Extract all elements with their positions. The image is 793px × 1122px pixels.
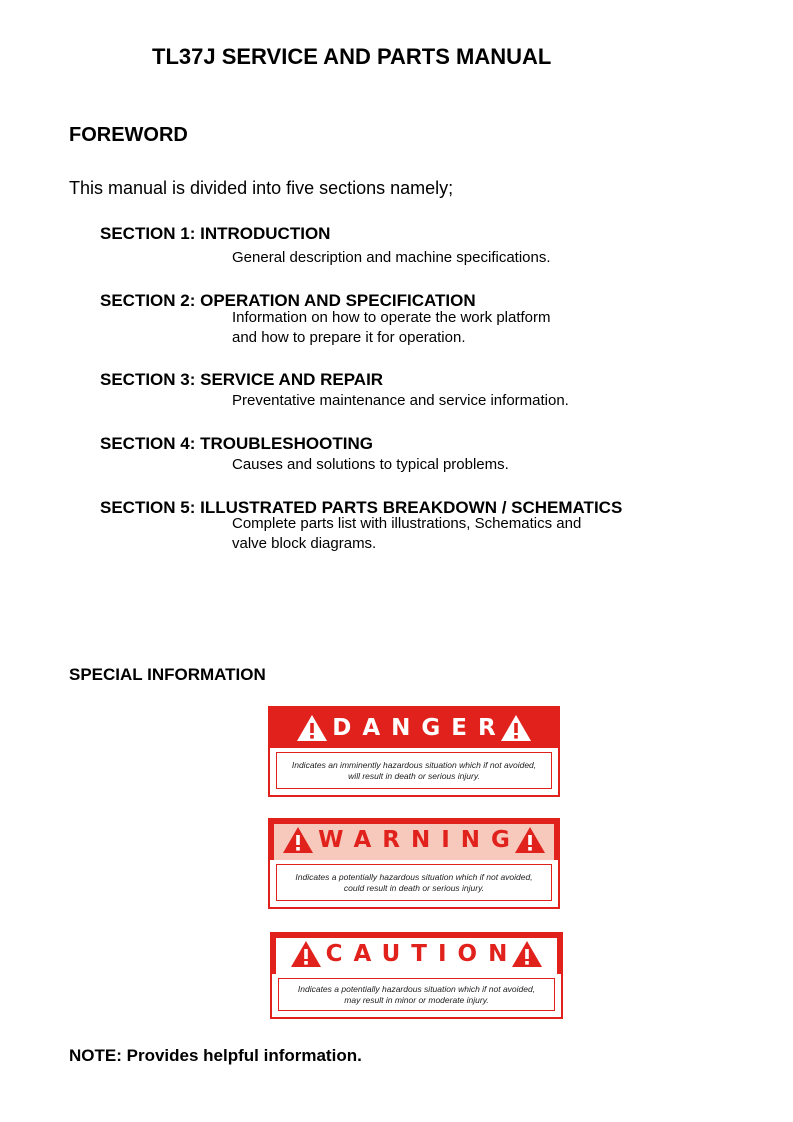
warning-triangle-icon [500,714,532,742]
warning-triangle-icon [282,826,314,854]
section-2-line-2: and how to prepare it for operation. [232,329,466,346]
warning-triangle-icon [290,940,322,968]
section-1-description [232,248,551,268]
caution-sign [270,932,563,1019]
caution-sign-header [272,934,561,974]
section-2-description [232,308,551,348]
section-5-line-1: Complete parts list with illustrations, Schematics and [232,515,582,532]
section-3-line-1: Preventative maintenance and service information. [232,392,569,409]
warning-sign-header [270,820,558,860]
foreword-intro: This manual is divided into five sections namely; [69,178,454,198]
warning-triangle-icon [511,940,543,968]
section-4-heading: SECTION 4: TROUBLESHOOTING [100,434,373,453]
section-1-line-1: General description and machine specifications. [232,249,551,266]
caution-word: CAUTION [325,941,519,967]
danger-description: Indicates an imminently hazardous situation which if not avoided, will result in death or serious injury. [276,752,552,789]
warning-sign [268,818,560,909]
warning-triangle-icon [514,826,546,854]
section-3-heading: SECTION 3: SERVICE AND REPAIR [100,370,384,389]
warning-triangle-icon [296,714,328,742]
section-2-heading: SECTION 2: OPERATION AND SPECIFICATION [100,291,476,310]
section-3-description [232,391,569,411]
note-label: NOTE [69,1046,117,1065]
danger-sign-header [270,708,558,748]
note-line [69,1046,362,1066]
warning-description: Indicates a potentially hazardous situation which if not avoided, could result in death or serious injury. [276,864,552,901]
foreword-heading: FOREWORD [69,124,188,146]
section-1-heading: SECTION 1: INTRODUCTION [100,224,331,243]
section-5-description [232,514,581,554]
special-information-heading: SPECIAL INFORMATION [69,665,266,684]
warning-word: WARNING [318,827,521,853]
section-5-line-2: valve block diagrams. [232,535,377,552]
danger-word: DANGER [332,715,507,741]
section-5-heading: SECTION 5: ILLUSTRATED PARTS BREAKDOWN / SCHEMATICS [100,498,623,517]
section-2-line-1: Information on how to operate the work platform [232,309,551,326]
section-4-description [232,455,509,475]
note-text: : Provides helpful information. [116,1046,362,1065]
danger-sign [268,706,560,797]
document-title: TL37J SERVICE AND PARTS MANUAL [152,44,552,69]
caution-description: Indicates a potentially hazardous situation which if not avoided, may result in minor or moderate injury. [278,978,555,1011]
section-4-line-1: Causes and solutions to typical problems. [232,456,509,473]
